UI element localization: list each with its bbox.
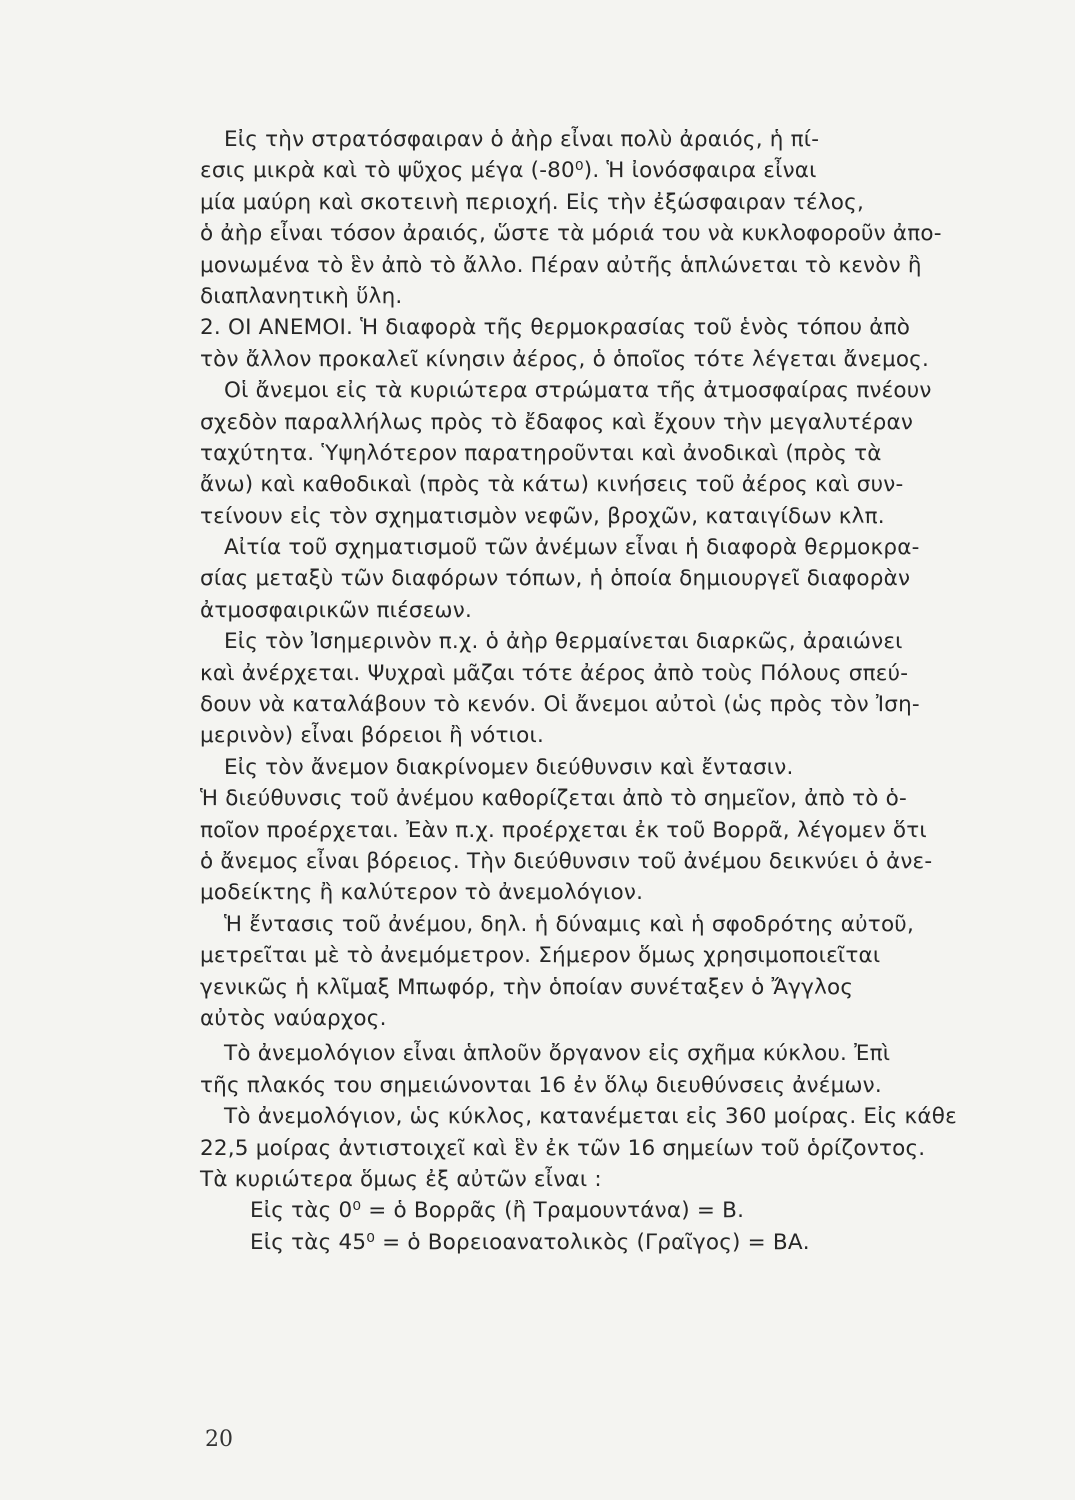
text-line: μερινὸν) εἶναι βόρειοι ἢ νότιοι. <box>200 723 544 749</box>
text-line: ποῖον προέρχεται. Ἐὰν π.χ. προέρχεται ἐκ τοῦ Βορρᾶ, λέγομεν ὅτι <box>200 817 927 843</box>
text-line: μία μαύρη καὶ σκοτεινὴ περιοχή. Εἰς τὴν ἐξώσφαιραν τέλος, <box>200 189 864 215</box>
text-line: ὁ ἄνεμος εἶναι βόρειος. Τὴν διεύθυνσιν τοῦ ἀνέμου δεικνύει ὁ ἀνε- <box>200 848 933 874</box>
text-line: γενικῶς ἡ κλῖμαξ Μπωφόρ, τὴν ὁποίαν συνέταξεν ὁ Ἄγγλος <box>200 974 854 1000</box>
text-line: Τὸ ἀνεμολόγιον, ὡς κύκλος, κατανέμεται εἰς 360 μοίρας. Εἰς κάθε <box>224 1104 957 1130</box>
text-line: μοδείκτης ἢ καλύτερον τὸ ἀνεμολόγιον. <box>200 880 644 906</box>
text-line: τῆς πλακός του σημειώνονται 16 ἐν ὅλῳ διευθύνσεις ἀνέμων. <box>200 1072 882 1098</box>
text-line: τὸν ἄλλον προκαλεῖ κίνησιν ἀέρος, ὁ ὁποῖος τότε λέγεται ἄνεμος. <box>200 346 930 372</box>
text-line: 22,5 μοίρας ἀντιστοιχεῖ καὶ ἓν ἐκ τῶν 16 σημείων τοῦ ὁρίζοντος. <box>200 1135 926 1161</box>
text-line: δουν νὰ καταλάβουν τὸ κενόν. Οἱ ἄνεμοι αὐτοὶ (ὡς πρὸς τὸν Ἰση- <box>200 692 920 718</box>
text-line: Τὸ ἀνεμολόγιον εἶναι ἁπλοῦν ὄργανον εἰς σχῆμα κύκλου. Ἐπὶ <box>224 1041 891 1067</box>
text-line: αὐτὸς ναύαρχος. <box>200 1005 387 1031</box>
text-line: Εἰς τὸν ἄνεμον διακρίνομεν διεύθυνσιν καὶ ἔντασιν. <box>224 754 794 780</box>
text-line: σχεδὸν παραλλήλως πρὸς τὸ ἔδαφος καὶ ἔχουν τὴν μεγαλυτέραν <box>200 409 914 435</box>
text-line: τείνουν εἰς τὸν σχηματισμὸν νεφῶν, βροχῶν, καταιγίδων κλπ. <box>200 503 885 529</box>
direction-entry: Εἰς τὰς 45⁰ = ὁ Βορειοανατολικὸς (Γραῖγος) = ΒΑ. <box>250 1229 810 1255</box>
text-line: Τὰ κυριώτερα ὅμως ἐξ αὐτῶν εἶναι : <box>200 1166 602 1192</box>
text-line: ὁ ἀὴρ εἶναι τόσον ἀραιός, ὥστε τὰ μόριά του νὰ κυκλοφοροῦν ἀπο- <box>200 221 942 247</box>
text-line: ἄνω) καὶ καθοδικαὶ (πρὸς τὰ κάτω) κινήσεις τοῦ ἀέρος καὶ συν- <box>200 472 904 498</box>
text-line: μονωμένα τὸ ἓν ἀπὸ τὸ ἄλλο. Πέραν αὐτῆς ἁπλώνεται τὸ κενὸν ἢ <box>200 252 922 278</box>
text-line: καὶ ἀνέρχεται. Ψυχραὶ μᾶζαι τότε ἀέρος ἀπὸ τοὺς Πόλους σπεύ- <box>200 660 909 686</box>
text-line: διαπλανητικὴ ὕλη. <box>200 283 403 309</box>
page-number: 20 <box>205 1427 233 1452</box>
text-line: μετρεῖται μὲ τὸ ἀνεμόμετρον. Σήμερον ὅμως χρησιμοποιεῖται <box>200 943 881 969</box>
text-line: εσις μικρὰ καὶ τὸ ψῦχος μέγα (-80⁰). Ἡ ἰονόσφαιρα εἶναι <box>200 158 817 184</box>
text-line: σίας μεταξὺ τῶν διαφόρων τόπων, ἡ ὁποία δημιουργεῖ διαφορὰν <box>200 566 911 592</box>
text-line: Ἡ ἔντασις τοῦ ἀνέμου, δηλ. ἡ δύναμις καὶ ἡ σφοδρότης αὐτοῦ, <box>224 911 914 937</box>
text-line: Εἰς τὴν στρατόσφαιραν ὁ ἀὴρ εἶναι πολὺ ἀραιός, ἡ πί- <box>224 127 820 152</box>
text-line: Οἱ ἄνεμοι εἰς τὰ κυριώτερα στρώματα τῆς ἀτμοσφαίρας πνέουν <box>224 378 932 404</box>
direction-entry: Εἰς τὰς 0⁰ = ὁ Βορρᾶς (ἢ Τραμουντάνα) = Β. <box>250 1198 745 1224</box>
text-line: Εἰς τὸν Ἰσημερινὸν π.χ. ὁ ἀὴρ θερμαίνεται διαρκῶς, ἀραιώνει <box>224 629 903 655</box>
body-text <box>200 124 1048 1258</box>
text-line: ἀτμοσφαιρικῶν πιέσεων. <box>200 597 472 623</box>
section-heading-line: 2. ΟΙ ΑΝΕΜΟΙ. Ἡ διαφορὰ τῆς θερμοκρασίας τοῦ ἑνὸς τόπου ἀπὸ <box>200 315 911 341</box>
text-line: ταχύτητα. Ὑψηλότερον παρατηροῦνται καὶ ἀνοδικαὶ (πρὸς τὰ <box>200 440 882 466</box>
text-line: Αἰτία τοῦ σχηματισμοῦ τῶν ἀνέμων εἶναι ἡ διαφορὰ θερμοκρα- <box>224 535 920 561</box>
text-line: Ἡ διεύθυνσις τοῦ ἀνέμου καθορίζεται ἀπὸ τὸ σημεῖον, ἀπὸ τὸ ὁ- <box>200 786 907 812</box>
